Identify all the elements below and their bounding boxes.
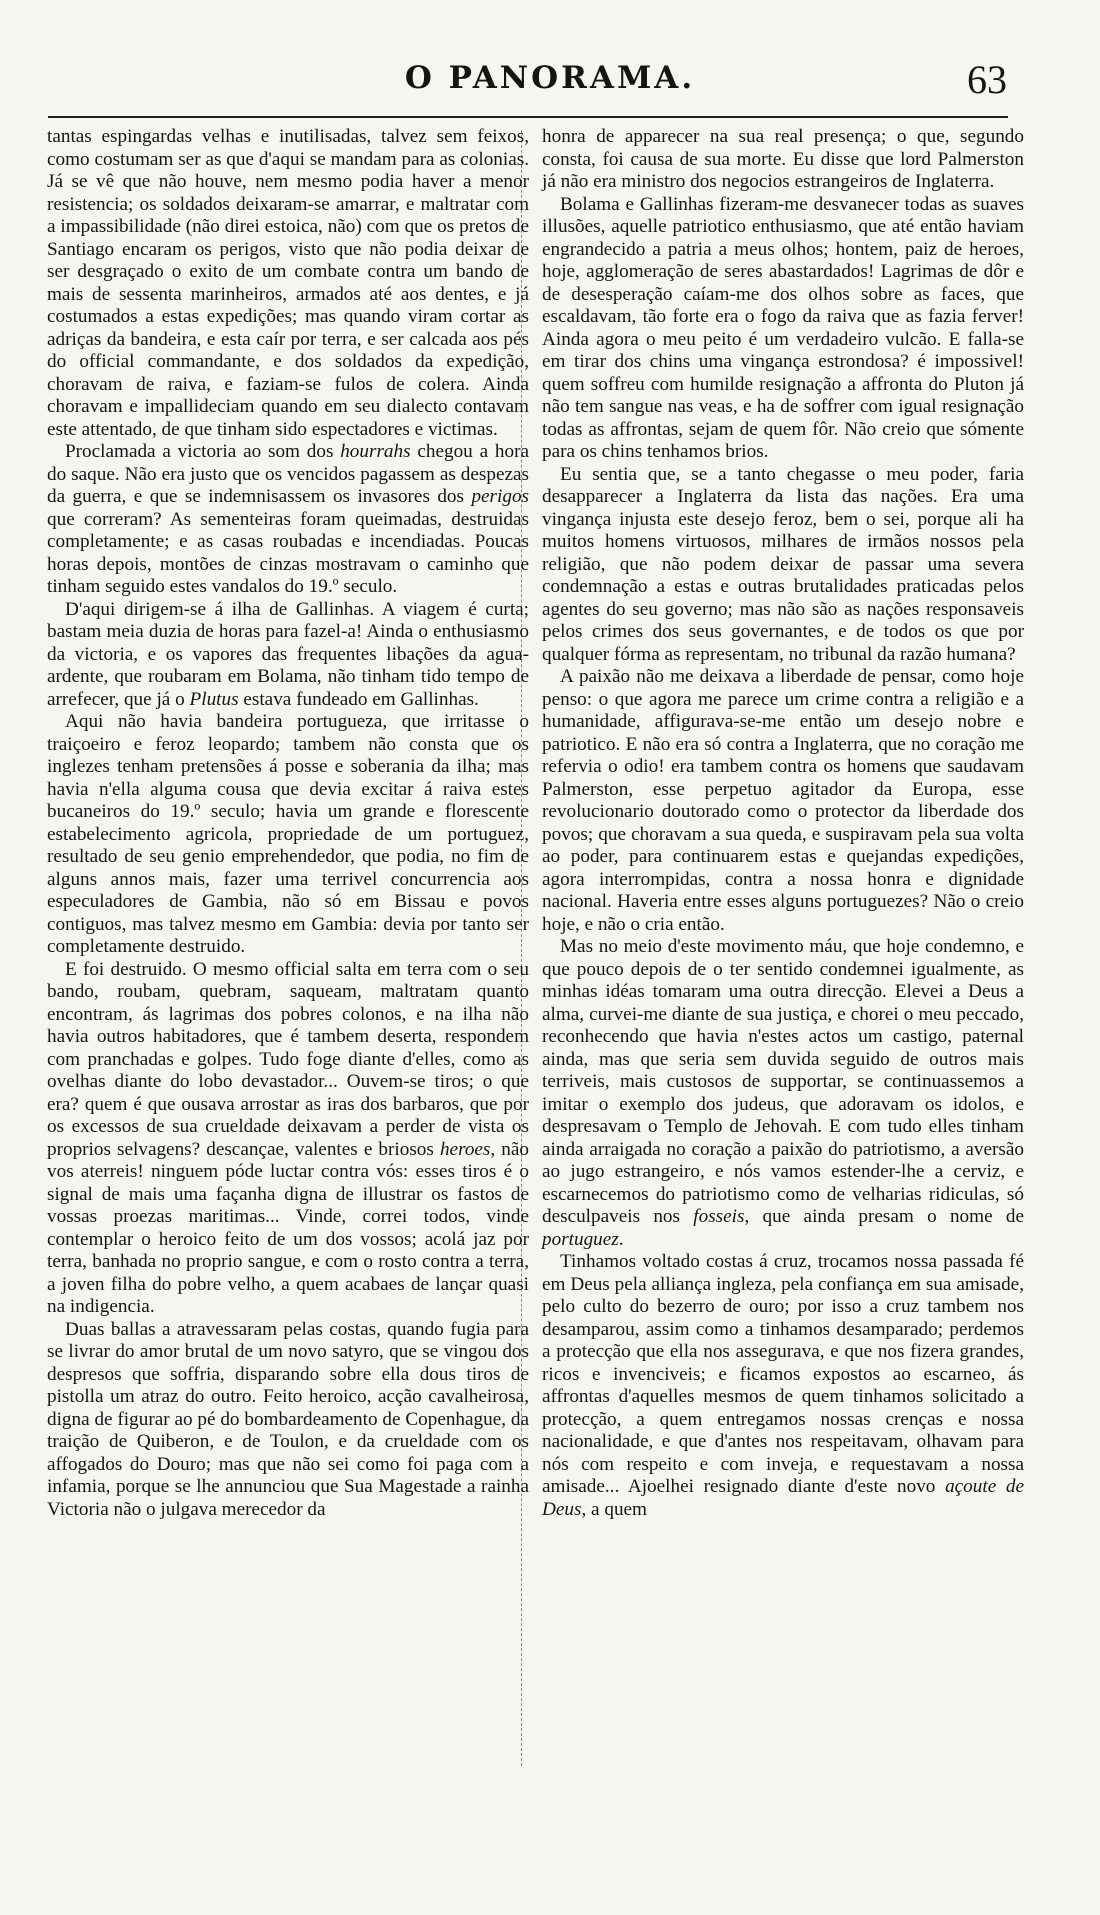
paragraph [542, 936, 1024, 1251]
left-column [47, 126, 529, 1521]
paragraph-text: E foi destruido. O mesmo official salta em terra com o seu bando, roubam, quebram, saqueam, maltratam quanto encontram, ás lagrimas dos pobres colonos, e na ilha não havia outros habitadores, que é tambem deserta, respondem com pranchadas e golpes. Tudo foge diante d'elles, como as ovelhas diante do lobo devastador... Ouvem-se tiros; o que era? quem é que ousava arrostar as iras dos barbaros, que por os excessos de sua crueldade deixavam a perder de vista os proprios selvagens? descançae, valentes e briosos [47, 958, 529, 1160]
paragraph-text: que correram? As sementeiras foram queimadas, destruidas completamente; e as casas roubadas e incendiadas. Poucas horas depois, montões de cinzas mostravam o caminho que tinham seguido estes vandalos do 19.º seculo. [47, 508, 529, 597]
paragraph-text: Eu sentia que, se a tanto chegasse o meu poder, faria desapparecer a Inglaterra da lista das nações. Era uma vingança injusta este desejo feroz, bem o sei, porque ali ha muitos homens virtuosos, milhares de irmãos nossos pela religião, que não podem deixar de passar uma severa condemnação a estas e outras brutalidades praticadas pelos agentes do seu governo; mas não são as nações responsaveis pelos crimes dos seus governantes, e de todos os que por qualquer fórma as representam, no tribunal da razão humana? [542, 463, 1024, 665]
paragraph [47, 441, 529, 599]
italic-text: portuguez [542, 1228, 619, 1250]
paragraph-text: Mas no meio d'este movimento máu, que hoje condemno, e que pouco depois de o ter sentido condemnei igualmente, as minhas idéas tomaram uma outra direcção. Elevei a Deus a alma, curvei-me diante de sua justiça, e chorei o meu peccado, reconhecendo que havia n'estes actos um castigo, paternal ainda, mas que seria sem duvida seguido de outros mais terriveis, mais custosos de supportar, se continuassemos a imitar o exemplo dos judeus, que adoravam os idolos, e despresavam o Templo de Jehovah. E com tudo elles tinham ainda arraigada no coração a paixão do patriotismo, a aversão ao jugo estrangeiro, e nós vamos estender-lhe a cerviz, e escarnecemos do patriotismo como de velharias ridiculas, só desculpaveis nos [542, 936, 1024, 1227]
paragraph-text: Bolama e Gallinhas fizeram-me desvanecer todas as suaves illusões, aquelle patriotico enthusiasmo, que até então haviam engrandecido a patria a meus olhos; hontem, paiz de heroes, hoje, agglomeração de seres abastardados! Lagrimas de dôr e de desesperação caíam-me dos olhos sobre as faces, que escaldavam, tão forte era o fogo da raiva que as fazia ferver! Ainda agora o meu peito é um verdadeiro vulcão. E falla-se em tirar dos chins uma vingança estrondosa? é impossivel! quem soffreu com humilde resignação a affronta do Pluton já não tem sangue nas veas, e ha de soffrer com igual resignação todas as affrontas, sejam de quem fôr. Não creio que sómente para os chins tenhamos brios. [542, 193, 1024, 462]
italic-text: Plutus [189, 688, 239, 710]
paragraph [542, 126, 1024, 194]
italic-text: hourrahs [340, 441, 411, 462]
page-number: 63 [967, 57, 1007, 102]
paragraph [47, 599, 529, 712]
paragraph [542, 464, 1024, 667]
paragraph-text: D'aqui dirigem-se á ilha de Gallinhas. A viagem é curta; bastam meia duzia de horas para fazel-a! Ainda o enthusiasmo da victoria, e os vapores das frequentes libações da agua-ardente, que roubaram em Bolama, não tinham tido tempo de arrefecer, que já o [47, 598, 529, 710]
italic-text: heroes [439, 1138, 491, 1160]
header-rule [48, 116, 1008, 118]
page-header [0, 52, 1100, 112]
italic-text: perigos [471, 486, 529, 507]
paragraph [542, 194, 1024, 464]
paragraph-text: A paixão não me deixava a liberdade de pensar, como hoje penso: o que agora me parece um crime contra a religião e a humanidade, affigurava-se-me então um desejo nobre e patriotico. E não era só contra a Inglaterra, que no coração me refervia o odio! era tambem contra os homens que saudavam Palmerston, esse perpetuo agitador da Europa, esse revolucionario doutorado como o protector da liberdade dos povos; que choravam a sua queda, e suspiravam pela sua volta ao poder, para continuarem estas e quejandas expedições, agora interrompidas, contra a nossa honra e dignidade nacional. Haveria entre esses alguns portuguezes? Não o creio hoje, e não o cria então. [542, 666, 1024, 935]
right-column [542, 126, 1024, 1521]
paragraph-text: , a quem [581, 1498, 647, 1520]
paragraph [47, 1319, 529, 1522]
paragraph-text: , não vos aterreis! ninguem póde luctar contra vós: esses tiros é o signal de mais uma façanha digna de illustrar os fastos de vossas proezas maritimas... Vinde, correi todos, vinde contemplar o heroico feito de um dos vossos; acolá jaz por terra, banhada no proprio sangue, e com o rosto contra a terra, a joven filha do pobre velho, a quem acabaes de lançar quasi na indigencia. [47, 1138, 529, 1317]
italic-text: açoute de Deus [542, 1476, 1024, 1520]
paragraph [47, 959, 529, 1319]
paragraph-text: . [618, 1228, 624, 1250]
paragraph-text: Tinhamos voltado costas á cruz, trocamos nossa passada fé em Deus pela alliança ingleza, pela confiança em sua amisade, pelo culto do bezerro de ouro; por isso a cruz tambem nos desamparou, assim como a tinhamos desamparado; perdemos a protecção que ella nos assegurava, e que nos fizera grandes, ricos e invenciveis; e ficamos expostos ao escarneo, ás affrontas d'aquelles mesmos de quem tinhamos solicitado a protecção, a quem entregamos nossas crenças e nossa nacionalidade, e que d'antes nos respeitavam, olhavam para nós com respeito e com inveja, e requestavam a nossa amisade... Ajoelhei resignado diante d'este novo [542, 1251, 1024, 1497]
italic-text: fosseis [693, 1206, 745, 1227]
paragraph [542, 1251, 1024, 1521]
paragraph-text: Proclamada a victoria ao som dos [65, 441, 341, 462]
paragraph-text: Duas ballas a atravessaram pelas costas, quando fugia para se livrar do amor brutal de um novo satyro, que se vingou dos despresos que soffria, disparando sobre ella dous tiros de pistolla um atraz do outro. Feito heroico, acção cavalheirosa, digna de figurar ao pé do bombardeamento de Copenhague, da traição de Quiberon, e de Toulon, e da crueldade com os affogados do Douro; mas que não sei como foi paga com a infamia, porque se lhe annunciou que Sua Magestade a rainha Victoria não o julgava merecedor da [47, 1318, 529, 1520]
paragraph-text: estava fundeado em Gallinhas. [238, 688, 479, 710]
paragraph-text: Aqui não havia bandeira portugueza, que irritasse o traiçoeiro e feroz leopardo; tambem não consta que os inglezes tenham pretensões á posse e soberania da ilha; mas havia n'ella alguma cousa que devia excitar á raiva estes bucaneiros do 19.º seculo; havia um grande e florescente estabelecimento agricola, propriedade de um portuguez, resultado de seu genio emprehendedor, que podia, no fim de alguns annos mais, fazer uma terrivel concurrencia aos especuladores de Gambia, não só em Bissau e povos contiguos, mas talvez mesmo em Gambia: devia por tanto ser completamente destruido. [47, 711, 529, 957]
paragraph [47, 126, 529, 441]
paragraph-text: honra de apparecer na sua real presença; o que, segundo consta, foi causa de sua morte. Eu disse que lord Palmerston já não era ministro dos negocios estrangeiros de Inglaterra. [542, 126, 1024, 192]
paragraph-text: , que ainda presam o nome de [744, 1206, 1024, 1227]
paragraph-text: tantas espingardas velhas e inutilisadas, talvez sem feixos, como costumam ser as que d'aqui se mandam para as colonias. Já se vê que não houve, nem mesmo podia haver a menor resistencia; os soldados deixaram-se amarrar, e maltratar com a impassibilidade (não direi estoica, não) com que os pretos de Santiago encaram os perigos, visto que não podia deixar de ser desgraçado o exito de um combate contra um bando de mais de sessenta marinheiros, armados até aos dentes, e já costumados a estas expedições; mas quando viram cortar as adriças da bandeira, e esta caír por terra, e ser calcada aos pés do official commandante, e dos soldados da expedição, choravam de raiva, e faziam-se fulos de colera. Ainda choravam e impallideciam quando em seu dialecto contavam este attentado, de que tinham sido espectadores e victimas. [47, 126, 529, 440]
paragraph-text: chegou a hora do saque. Não era justo que os vencidos pagassem as despezas da guerra, e que se indemnisassem os invasores dos [47, 441, 529, 507]
paragraph [47, 711, 529, 959]
paragraph [542, 666, 1024, 936]
masthead-title: O PANORAMA. [404, 60, 696, 96]
